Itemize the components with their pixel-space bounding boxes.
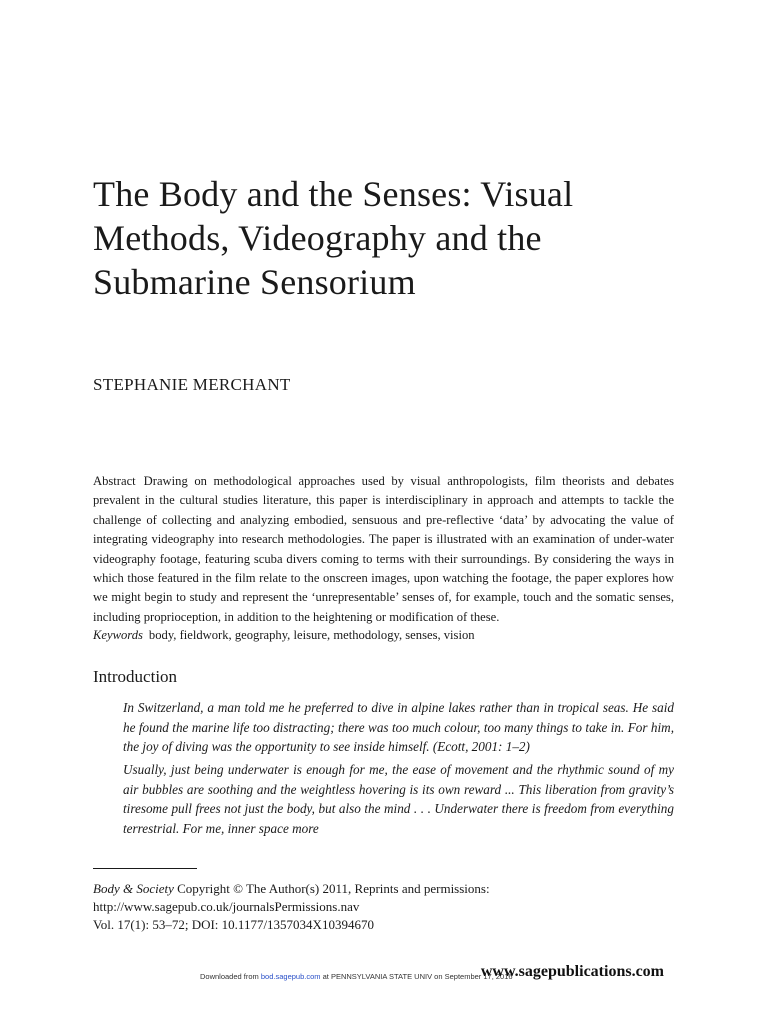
paper-title — [93, 172, 693, 304]
author-name: STEPHANIE MERCHANT — [93, 375, 291, 394]
epigraph-quote-2: Usually, just being underwater is enough for me, the ease of movement and the rhythmic sound of my air bubbles are soothing and the weightless hovering is its own reward ... This liberation from gravity’s tiresome pull frees not just the body, but also the mind . . . Underwater there is freedom from everything terrestrial. For me, inner space more — [123, 762, 674, 836]
copyright-footnote — [93, 880, 653, 934]
abstract — [93, 472, 674, 627]
publisher-url[interactable]: www.sagepublications.com — [480, 963, 664, 980]
download-prefix: Downloaded from — [200, 972, 259, 981]
epigraph-quote-1: In Switzerland, a man told me he preferred to dive in alpine lakes rather than in tropical seas. He said he found the marine life too distracting; there was too much colour, too many things to take in. For him, the joy of diving was the opportunity to see inside himself. (Ecott, 2001: 1–2) — [123, 700, 674, 755]
keywords-label: Keywords — [93, 628, 143, 642]
introduction-heading: Introduction — [93, 667, 178, 686]
permissions-url[interactable]: http://www.sagepub.co.uk/journalsPermissions.nav — [93, 899, 360, 914]
footnote-divider — [93, 868, 197, 869]
download-link[interactable]: bod.sagepub.com — [260, 972, 321, 981]
download-suffix: at PENNSYLVANIA STATE UNIV on September 17, 2016 — [322, 972, 513, 981]
keywords — [93, 626, 674, 645]
abstract-label: Abstract — [93, 474, 136, 488]
keywords-text: body, fieldwork, geography, leisure, methodology, senses, vision — [148, 628, 475, 642]
abstract-text: Drawing on methodological approaches used by visual anthropologists, film theorists and debates prevalent in the cultural studies literature, this paper is interdisciplinary in approach and attempts to tackle the challenge of collecting and analyzing embodied, sensuous and pre-reflective ‘data’ by advocating the value of integrating videography into research methodologies. The paper is illustrated with an examination of under-water videography footage, featuring scuba divers coming to terms with their surroundings. By considering the ways in which those featured in the film relate to the onscreen images, upon watching the footage, the paper explores how we might begin to study and represent the ‘unrepresentable’ senses of, for example, touch and the somatic senses, including proprioception, in addition to the heightening or modification of these. — [93, 474, 674, 624]
copyright-text: Copyright © The Author(s) 2011, Reprints and permissions: — [177, 881, 490, 896]
footnote-line-1 — [93, 880, 653, 898]
title-line-3: Submarine Sensorium — [93, 262, 416, 302]
download-notice — [200, 972, 513, 982]
journal-name: Body & Society — [93, 881, 174, 896]
title-line-1: The Body and the Senses: Visual — [93, 174, 574, 214]
title-line-2: Methods, Videography and the — [93, 218, 542, 258]
citation-text: Vol. 17(1): 53–72; DOI: 10.1177/1357034X10394670 — [93, 917, 374, 932]
